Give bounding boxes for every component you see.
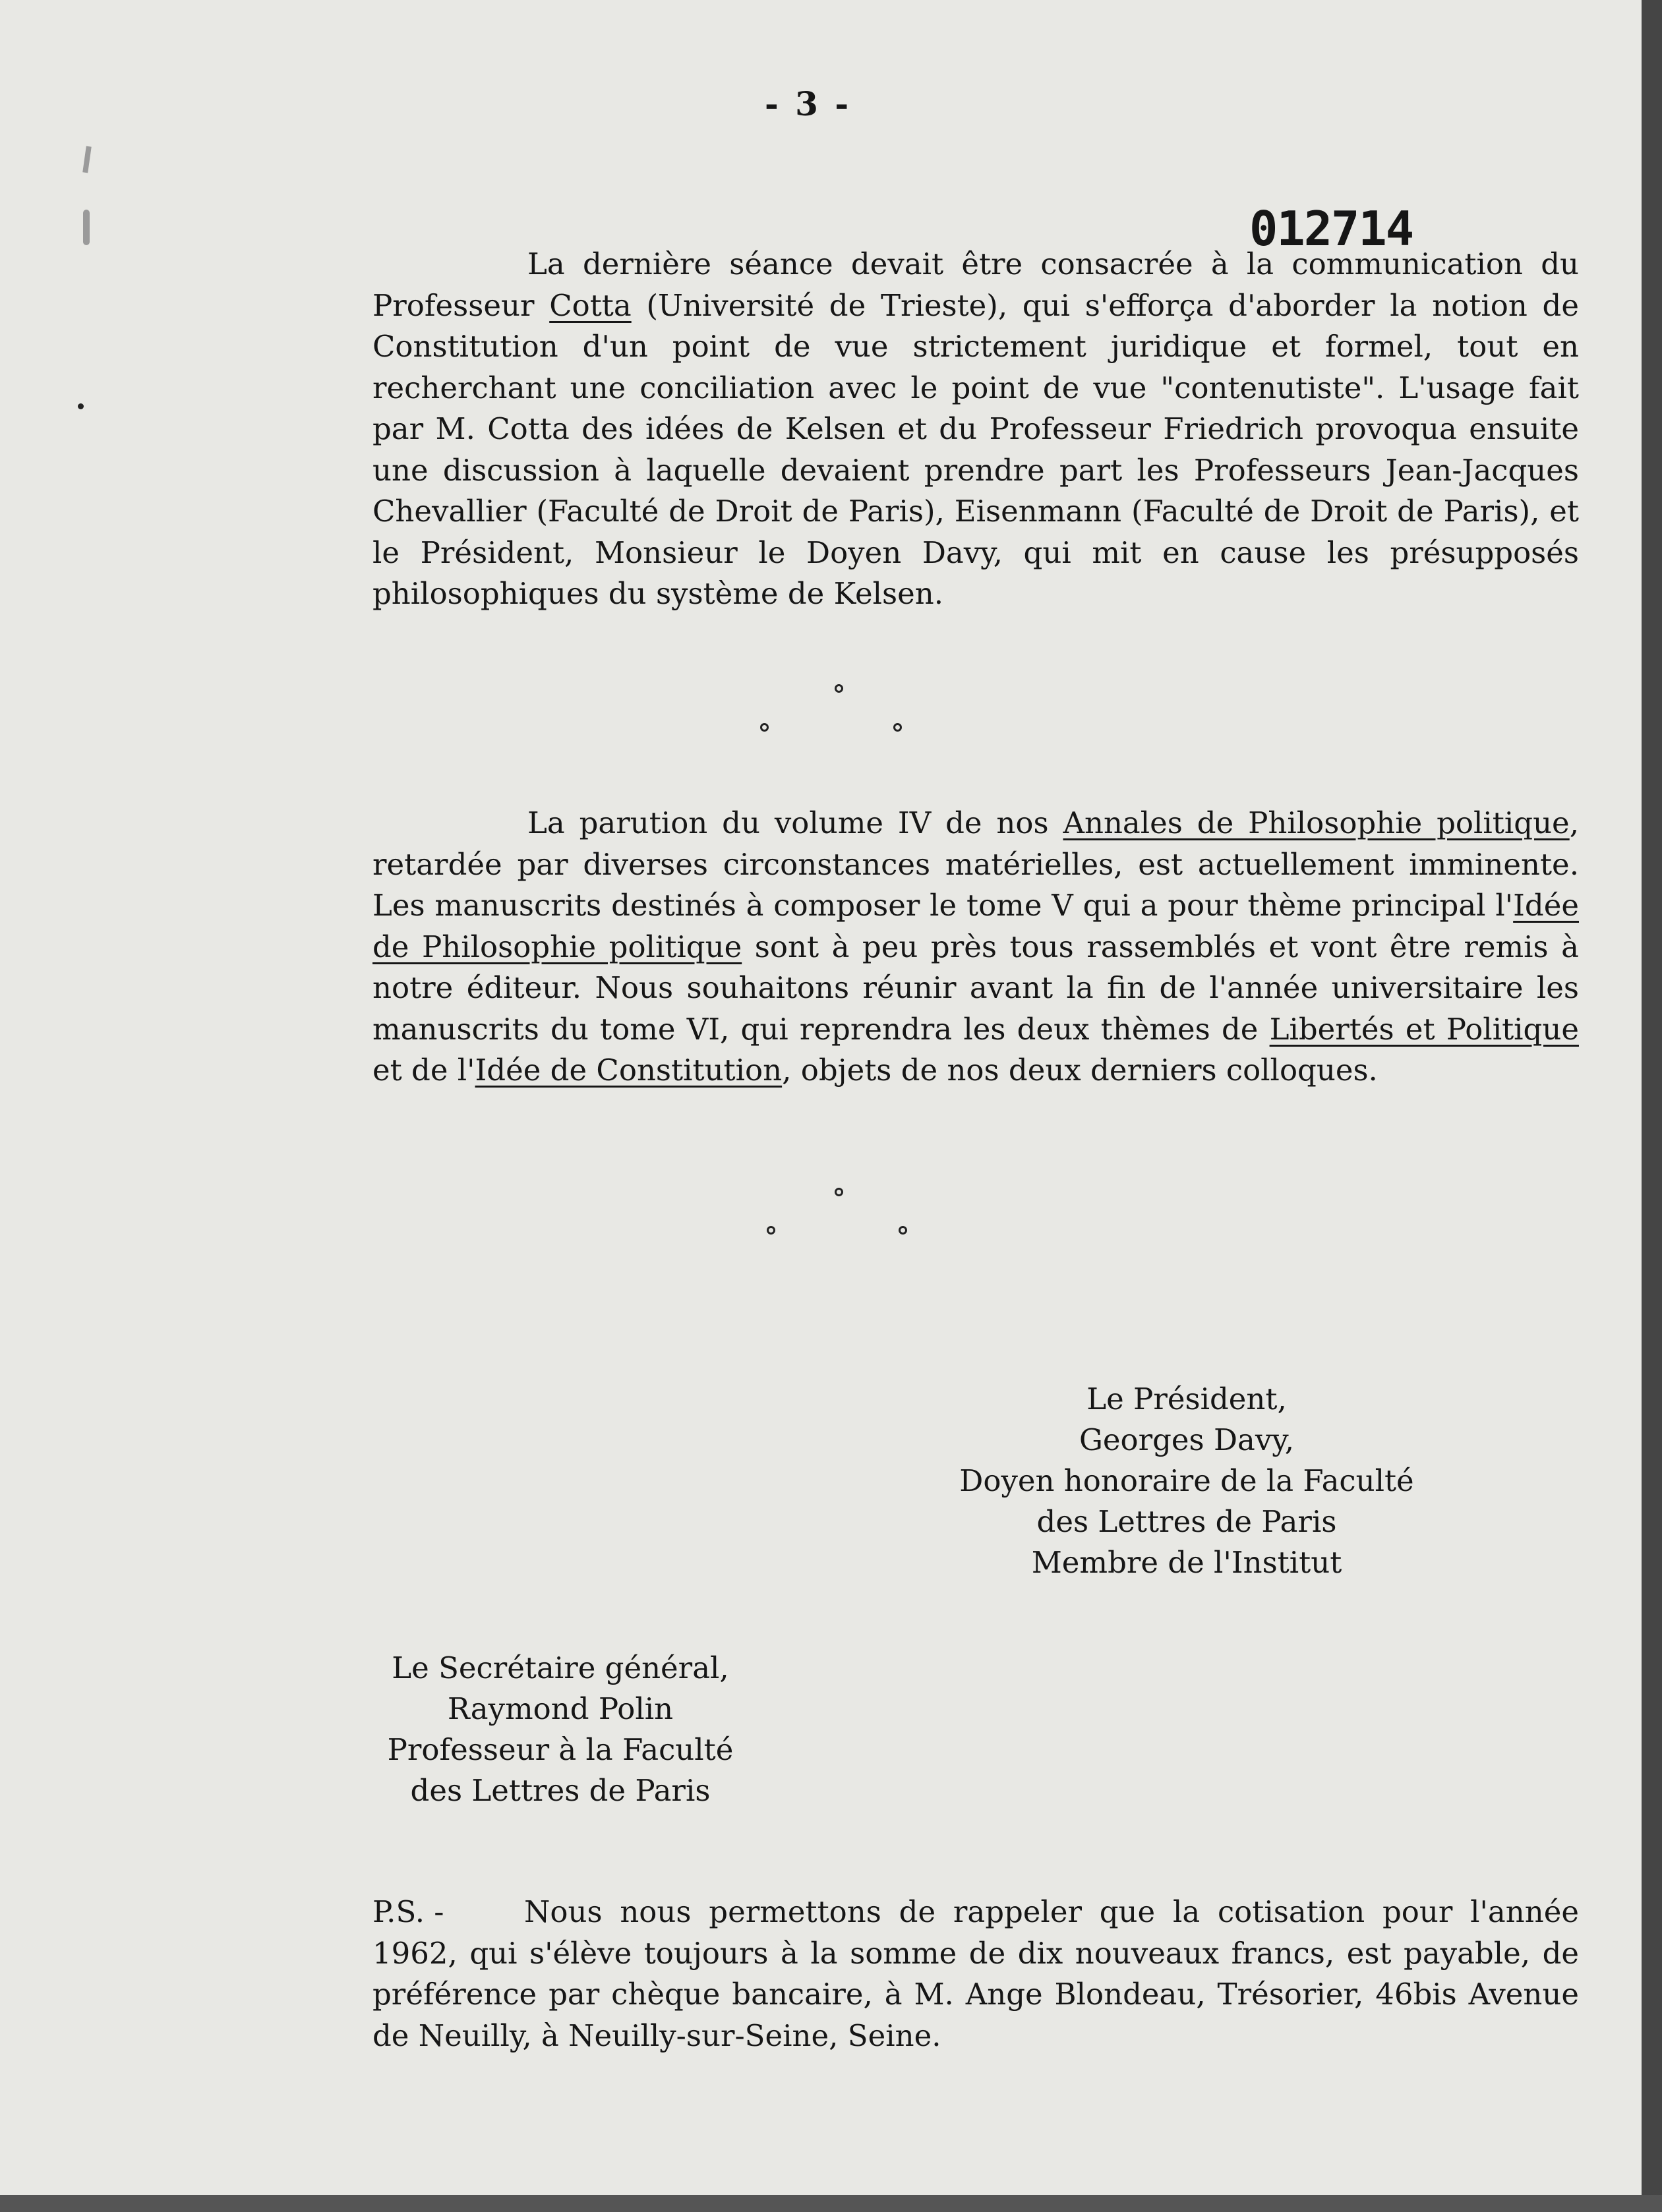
- postscript-text: Nous nous permettons de rappeler que la cotisation pour l'année 1962, qui s'élève toujours à la somme de dix nouveaux francs, est payable, de préférence par chèque bancaire, à M. Ange Blondeau, Trésorier, 46bis Avenue de Neuilly, à Neuilly-sur-Seine, Seine.: [372, 1894, 1579, 2053]
- page-number: - 3 -: [765, 84, 852, 123]
- paragraph-text: , objets de nos deux derniers colloques.: [782, 1053, 1378, 1088]
- paragraph-text: sont à peu près tous rassemblés et vont être remis à notre éditeur. Nous souhaitons réunir avant la fin de l'année universitaire les manuscrits du tome VI, qui reprendra les deux thèmes de: [372, 929, 1579, 1047]
- postscript-label: P.S. -: [372, 1894, 444, 1929]
- underlined-name: Cotta: [549, 287, 632, 323]
- underlined-title: Libertés et Politique: [1269, 1011, 1579, 1047]
- underlined-title: Idée de Constitution: [475, 1053, 783, 1088]
- document-stamp-number: 012714: [1249, 201, 1413, 256]
- underlined-title: Annales de Philosophie politique: [1063, 805, 1570, 840]
- paragraph-text: , retardée par diverses circonstances matérielles, est actuellement imminente. Les manuscrits destinés à composer le tome V qui a pour thème principal l': [372, 805, 1580, 923]
- postscript: [372, 1892, 1579, 2056]
- scan-bottom-edge: [0, 2195, 1662, 2212]
- signature-line: des Lettres de Paris: [410, 1773, 711, 1808]
- paragraph-text: La dernière séance devait être consacrée à la communication du Professeur: [372, 247, 1579, 323]
- signature-line: Membre de l'Institut: [1031, 1545, 1342, 1580]
- separator-dot: [893, 723, 902, 732]
- separator-dot: [835, 1188, 843, 1196]
- signature-line: Georges Davy,: [1079, 1422, 1295, 1457]
- margin-mark-dot: [78, 403, 84, 409]
- paragraph-last-session: [372, 244, 1579, 615]
- signature-secretary: [349, 1648, 771, 1811]
- signature-line: Doyen honoraire de la Faculté: [959, 1463, 1414, 1498]
- margin-mark-middle: [83, 210, 90, 245]
- signature-line: Raymond Polin: [447, 1691, 674, 1726]
- separator-dot: [760, 723, 769, 732]
- separator-dot: [899, 1226, 907, 1235]
- paragraph-publications: [372, 803, 1579, 1091]
- signature-president: [923, 1379, 1450, 1583]
- paragraph-text: La parution du volume IV de nos: [527, 805, 1063, 840]
- scan-right-edge: [1642, 0, 1662, 2212]
- margin-mark-top: [82, 146, 91, 173]
- separator-dot: [767, 1226, 775, 1235]
- signature-line: Le Secrétaire général,: [392, 1650, 729, 1685]
- signature-line: Le Président,: [1086, 1382, 1287, 1416]
- paragraph-text: (Université de Trieste), qui s'efforça d'aborder la notion de Constitution d'un point de vue strictement juridique et formel, tout en recherchant une conciliation avec le point de vue "contenutiste". L'usage fait par M. Cotta des idées de Kelsen et du Professeur Friedrich provoqua ensuite une discussion à laquelle devaient prendre part les Professeurs Jean-Jacques Chevallier (Faculté de Droit de Paris), Eisenmann (Faculté de Droit de Paris), et le Président, Monsieur le Doyen Davy, qui mit en cause les présupposés philosophiques du système de Kelsen.: [372, 287, 1579, 611]
- signature-line: des Lettres de Paris: [1036, 1504, 1337, 1539]
- underlined-title: Idée de Philosophie politique: [372, 888, 1579, 964]
- paragraph-text: et de l': [372, 1053, 475, 1088]
- signature-line: Professeur à la Faculté: [387, 1732, 734, 1767]
- separator-dot: [835, 684, 843, 693]
